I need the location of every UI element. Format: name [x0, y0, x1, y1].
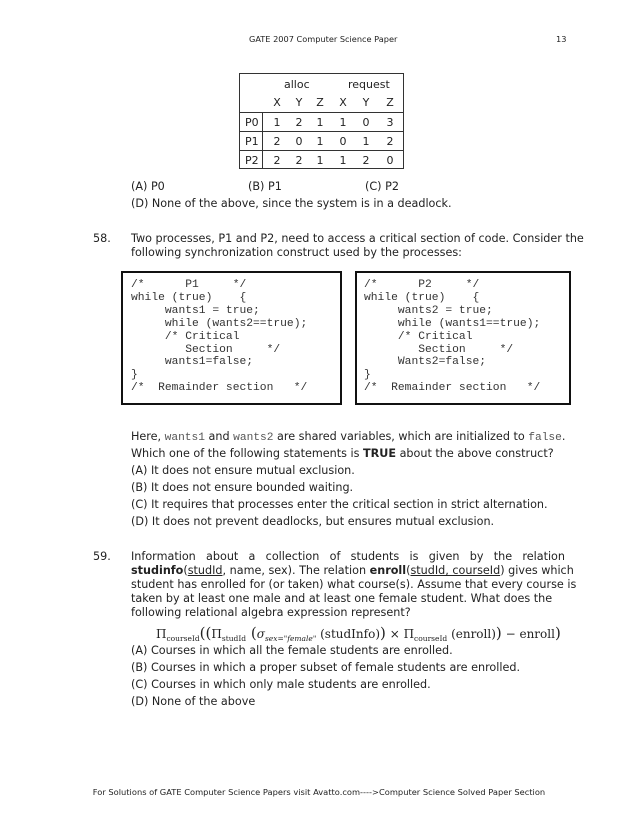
table-cell: 1	[316, 116, 324, 129]
q59-number: 59.	[93, 550, 111, 563]
period: .	[561, 430, 566, 443]
projection-subscript: studId	[221, 634, 247, 643]
times-operator: ×	[389, 627, 400, 641]
page-number: 13	[556, 34, 567, 44]
q59-line4: taken by at least one male and at least one female student. What does the	[131, 592, 553, 605]
q58-number: 58.	[93, 232, 111, 245]
table-cell: 0	[386, 154, 394, 167]
table-cell: 3	[386, 116, 394, 129]
q59-option-b: (B) Courses in which a proper subset of female students are enrolled.	[131, 661, 521, 674]
table-cell: 2	[295, 116, 303, 129]
column-header: Z	[386, 96, 394, 109]
code-box-p1	[121, 271, 342, 405]
column-header: X	[273, 96, 281, 109]
table-cell: 0	[295, 135, 303, 148]
projection-symbol: Π	[403, 627, 415, 641]
projection-symbol: Π	[211, 627, 222, 641]
column-header: Y	[295, 96, 303, 109]
selection-symbol: σ	[256, 627, 265, 641]
q59-option-a: (A) Courses in which all the female students are enrolled.	[131, 644, 453, 657]
table-cell: 0	[362, 116, 370, 129]
q58-option-a: (A) It does not ensure mutual exclusion.	[131, 464, 355, 477]
q59-line3: student has enrolled for (or taken) what course(s). Assume that every course is	[131, 578, 577, 591]
projection-symbol: Π	[156, 627, 167, 641]
code-p2: /* P2 */ while (true) { wants2 = true; while (wants1==true); /* Critical Section */ Wants2=false; } /* Remainder section */	[364, 279, 541, 395]
table-cell: 2	[386, 135, 394, 148]
q57-option-a: (A) P0	[131, 180, 165, 193]
relation-studinfo: studinfo	[131, 564, 184, 577]
enroll-rest: ) gives which	[500, 564, 574, 577]
false-keyword: false	[528, 432, 562, 444]
which-suffix: about the above construct?	[399, 447, 554, 460]
true-keyword: TRUE	[363, 447, 397, 460]
var-wants2: wants2	[233, 432, 274, 444]
relational-algebra-expression: $\Pi_{courseId}((\Pi_{studId}$ ($\sigma_{sex="female"}$ (studInfo)) × $\Pi_{courseId}$ (enroll)) − enroll)	[156, 624, 561, 643]
row-label-p2: P2	[245, 154, 259, 167]
column-header: Y	[362, 96, 370, 109]
q59-option-d: (D) None of the above	[131, 695, 256, 708]
minus-enroll: − enroll	[505, 627, 555, 641]
q57-option-d: (D) None of the above, since the system is in a deadlock.	[131, 197, 452, 210]
q59-line1: Information about a collection of students is given by the relation	[131, 550, 565, 563]
q58-option-b: (B) It does not ensure bounded waiting.	[131, 481, 354, 494]
table-cell: 2	[273, 135, 281, 148]
q58-which-line	[131, 445, 554, 462]
here-suffix: are shared variables, which are initialized to	[277, 430, 525, 443]
here-prefix: Here,	[131, 430, 162, 443]
relation-enroll: enroll	[369, 564, 407, 577]
table-cell: 0	[339, 135, 347, 148]
table-cell: 2	[273, 154, 281, 167]
attr-studid: studId	[187, 564, 223, 577]
q59-line5: following relational algebra expression represent?	[131, 606, 411, 619]
table-cell: 1	[339, 154, 347, 167]
studinfo-operand: (studInfo)	[320, 627, 380, 641]
q59-option-c: (C) Courses in which only male students are enrolled.	[131, 678, 431, 691]
q58-option-c: (C) It requires that processes enter the critical section in strict alternation.	[131, 498, 548, 511]
projection-subscript: courseId	[166, 634, 200, 643]
q57-option-c: (C) P2	[365, 180, 399, 193]
var-wants1: wants1	[164, 432, 205, 444]
table-cell: 2	[362, 154, 370, 167]
enroll-operand: (enroll)	[451, 627, 496, 641]
selection-subscript: sex="female"	[264, 634, 317, 643]
allocation-request-table	[239, 73, 404, 169]
q58-option-d: (D) It does not prevent deadlocks, but ensures mutual exclusion.	[131, 515, 495, 528]
enroll-attrs: studId, courseId	[410, 564, 501, 577]
open-paren: (	[183, 564, 188, 577]
alloc-header: alloc	[284, 78, 310, 91]
column-header: X	[339, 96, 347, 109]
table-cell: 1	[362, 135, 370, 148]
table-cell: 1	[316, 135, 324, 148]
open-paren: (	[406, 564, 411, 577]
table-cell: 2	[295, 154, 303, 167]
page-header-title: GATE 2007 Computer Science Paper	[249, 34, 398, 44]
table-cell: 1	[339, 116, 347, 129]
page-footer: For Solutions of GATE Computer Science Papers visit Avatto.com---->Computer Science Solved Paper Section	[92, 787, 546, 797]
table-cell: 1	[316, 154, 324, 167]
which-prefix: Which one of the following statements is	[131, 447, 360, 460]
row-label-p0: P0	[245, 116, 259, 129]
and-text: and	[208, 430, 230, 443]
request-header: request	[348, 78, 390, 91]
row-label-p1: P1	[245, 135, 259, 148]
column-header: Z	[316, 96, 324, 109]
q58-stem-line1: Two processes, P1 and P2, need to access a critical section of code. Consider the	[131, 232, 584, 245]
table-cell: 1	[273, 116, 281, 129]
q57-option-b: (B) P1	[248, 180, 282, 193]
code-p1: /* P1 */ while (true) { wants1 = true; while (wants2==true); /* Critical Section */ wants1=false; } /* Remainder section */	[131, 279, 308, 395]
projection-subscript: courseId	[414, 634, 448, 643]
code-box-p2	[355, 271, 571, 405]
q58-stem-line2: following synchronization construct used by the processes:	[131, 246, 462, 259]
studinfo-rest: , name, sex). The relation	[222, 564, 367, 577]
